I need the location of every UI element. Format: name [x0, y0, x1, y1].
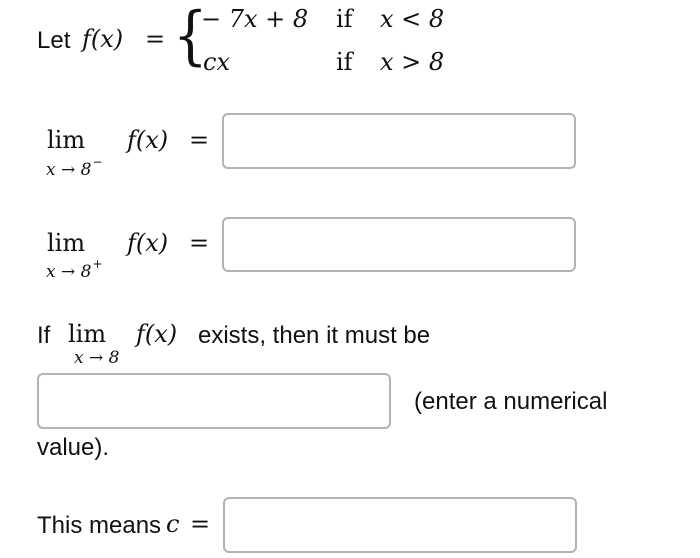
left-lim-function: f(x)	[127, 126, 169, 154]
left-side-marker: −	[92, 155, 103, 169]
piece1-condition: x < 8	[380, 5, 445, 33]
limit-value-answer-input[interactable]	[37, 373, 391, 429]
c-equals: =	[190, 510, 211, 538]
left-lim-equals: =	[189, 126, 210, 154]
exists-lim-approach: x → 8	[74, 348, 120, 368]
left-limit-answer-input[interactable]	[222, 113, 576, 169]
piece2-condition: x > 8	[380, 48, 445, 76]
piecewise-brace: {	[173, 0, 208, 73]
right-limit-answer-input[interactable]	[222, 217, 576, 272]
right-lim-equals: =	[189, 229, 210, 257]
exists-statement: exists, then it must be	[198, 322, 431, 349]
c-value-answer-input[interactable]	[223, 497, 577, 553]
exists-lim-label: lim	[68, 320, 107, 348]
function-name: f(x)	[82, 25, 124, 53]
exists-lim-function: f(x)	[136, 320, 178, 348]
left-lim-approach: x → 8−	[46, 155, 103, 180]
numerical-hint: (enter a numerical	[414, 388, 608, 415]
if-label: If	[37, 322, 51, 349]
piece1-expression: − 7x + 8	[201, 5, 309, 33]
left-lim-label: lim	[47, 126, 86, 154]
piece2-expression: cx	[203, 48, 230, 76]
piece2-if: if	[336, 48, 353, 76]
let-label: Let	[37, 27, 71, 54]
piece1-if: if	[336, 5, 353, 33]
right-lim-label: lim	[47, 229, 86, 257]
right-lim-approach: x → 8+	[46, 257, 103, 282]
right-side-marker: +	[92, 257, 103, 271]
c-variable: c	[166, 510, 180, 538]
right-lim-function: f(x)	[127, 229, 169, 257]
numerical-hint-continued: value).	[37, 434, 110, 461]
this-means-label: This means	[37, 512, 162, 539]
definition-equals: =	[145, 25, 166, 53]
